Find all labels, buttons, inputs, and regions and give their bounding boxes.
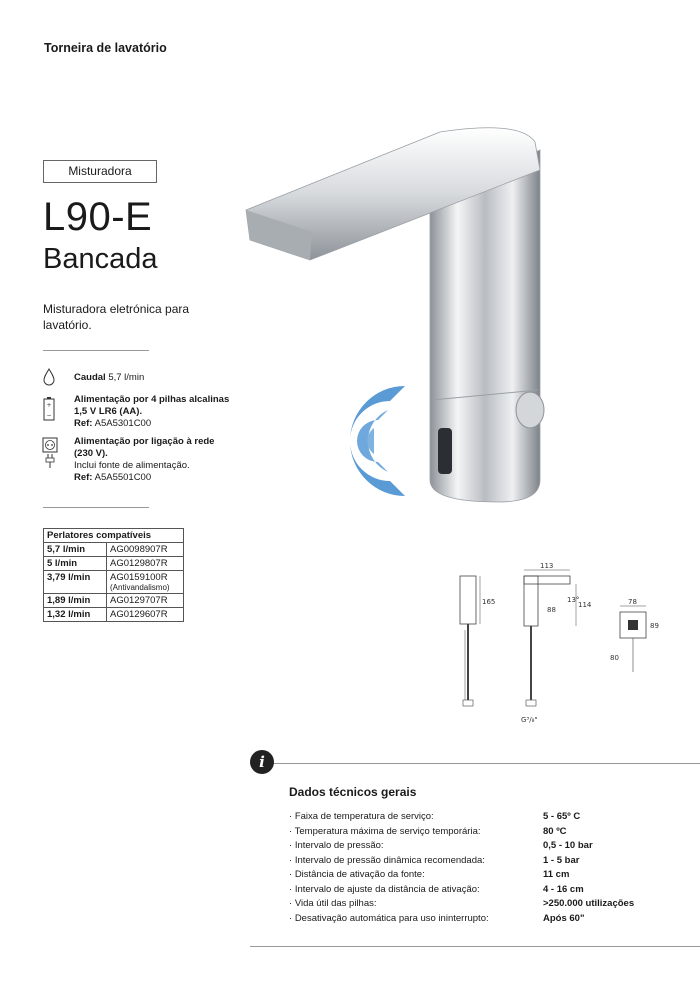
info-icon: i <box>250 750 274 774</box>
table-row <box>44 608 184 622</box>
spec-flow-value: 5,7 l/min <box>108 372 145 383</box>
tech-label: · Temperatura máxima de serviço temporária: <box>289 825 543 840</box>
dim-113: 113 <box>540 562 554 570</box>
tech-data-list <box>289 810 669 926</box>
tech-label: · Faixa de temperatura de serviço: <box>289 810 543 825</box>
tech-label: · Desativação automática para uso ininterrupto: <box>289 912 543 927</box>
divider <box>250 763 700 764</box>
aerator-flow: 1,89 l/min <box>44 594 107 608</box>
aerator-ref-code: AG0129707R <box>110 595 168 606</box>
water-drop-icon <box>42 368 56 386</box>
dim-80: 80 <box>610 654 619 662</box>
aerator-ref <box>107 571 184 594</box>
product-category: Torneira de lavatório <box>44 41 167 55</box>
tech-value: 1 - 5 bar <box>543 854 580 866</box>
tech-value: 4 - 16 cm <box>543 883 584 895</box>
aerators-header: Perlatores compatíveis <box>44 529 184 543</box>
divider <box>43 350 149 351</box>
spec-battery-ref-label: Ref: <box>74 418 93 429</box>
table-row <box>44 557 184 571</box>
faucet-product-image <box>230 110 560 520</box>
spec-mains <box>74 436 234 484</box>
model-subtitle: Bancada <box>43 243 158 275</box>
battery-icon <box>42 396 56 422</box>
aerator-ref-code: AG0098907R <box>110 544 168 555</box>
aerator-ref-code: AG0129607R <box>110 609 168 620</box>
tech-value: 11 cm <box>543 869 570 880</box>
model-name: L90-E <box>43 195 153 239</box>
list-item <box>289 854 669 869</box>
tech-label: · Distância de ativação da fonte: <box>289 868 543 883</box>
spec-mains-note: Inclui fonte de alimentação. <box>74 460 190 471</box>
power-socket-icon <box>42 437 58 469</box>
spec-flow <box>74 372 234 384</box>
spec-battery <box>74 394 234 430</box>
aerator-flow: 3,79 l/min <box>44 571 107 594</box>
tech-data-title: Dados técnicos gerais <box>289 785 417 799</box>
aerator-flow: 5 l/min <box>44 557 107 571</box>
list-item <box>289 868 669 883</box>
spec-mains-title: Alimentação por ligação à rede (230 V). <box>74 436 215 459</box>
dim-13: 13° <box>567 596 580 604</box>
divider <box>250 946 700 947</box>
product-description: Misturadora eletrónica para lavatório. <box>43 302 190 332</box>
aerator-ref <box>107 608 184 622</box>
list-item <box>289 912 669 927</box>
aerator-ref <box>107 557 184 571</box>
dim-89: 89 <box>650 622 659 630</box>
spec-flow-label: Caudal <box>74 372 106 383</box>
dim-165: 165 <box>482 598 496 606</box>
aerators-table <box>43 528 184 622</box>
table-row <box>44 543 184 557</box>
table-row <box>44 594 184 608</box>
aerator-flow: 5,7 l/min <box>44 543 107 557</box>
tech-value: Após 60" <box>543 912 585 924</box>
aerator-flow: 1,32 l/min <box>44 608 107 622</box>
dim-78: 78 <box>628 598 637 606</box>
divider <box>43 507 149 508</box>
spec-mains-ref-label: Ref: <box>74 472 93 483</box>
dim-88: 88 <box>547 606 556 614</box>
spec-mains-ref: A5A5501C00 <box>94 472 152 483</box>
spec-battery-ref: A5A5301C00 <box>94 418 152 429</box>
tech-value: 0,5 - 10 bar <box>543 840 593 851</box>
table-row <box>44 571 184 594</box>
dim-114: 114 <box>578 601 592 609</box>
aerator-ref-code: AG0129807R <box>110 558 168 569</box>
list-item <box>289 839 669 854</box>
tech-value: 5 - 65º C <box>543 811 581 822</box>
aerator-ref <box>107 543 184 557</box>
dim-thread: G³/₈" <box>521 716 538 724</box>
technical-drawings <box>448 560 693 735</box>
list-item <box>289 810 669 825</box>
aerator-ref-code: AG0159100R <box>110 572 168 583</box>
tech-label: · Intervalo de pressão: <box>289 839 543 854</box>
spec-battery-title: Alimentação por 4 pilhas alcalinas 1,5 V LR6 (AA). <box>74 394 230 417</box>
tech-label: · Intervalo de ajuste da distância de ativação: <box>289 883 543 898</box>
list-item <box>289 897 669 912</box>
list-item <box>289 825 669 840</box>
tech-value: >250.000 utilizações <box>543 898 635 909</box>
list-item <box>289 883 669 898</box>
svg-text:+: + <box>46 402 52 409</box>
svg-text:−: − <box>46 412 52 419</box>
product-type-tag: Misturadora <box>43 160 157 183</box>
aerator-note: (Antivandalismo) <box>110 583 170 592</box>
tech-value: 80 ºC <box>543 825 567 837</box>
tech-label: · Intervalo de pressão dinâmica recomendada: <box>289 854 543 869</box>
aerator-ref <box>107 594 184 608</box>
tech-label: · Vida útil das pilhas: <box>289 897 543 912</box>
